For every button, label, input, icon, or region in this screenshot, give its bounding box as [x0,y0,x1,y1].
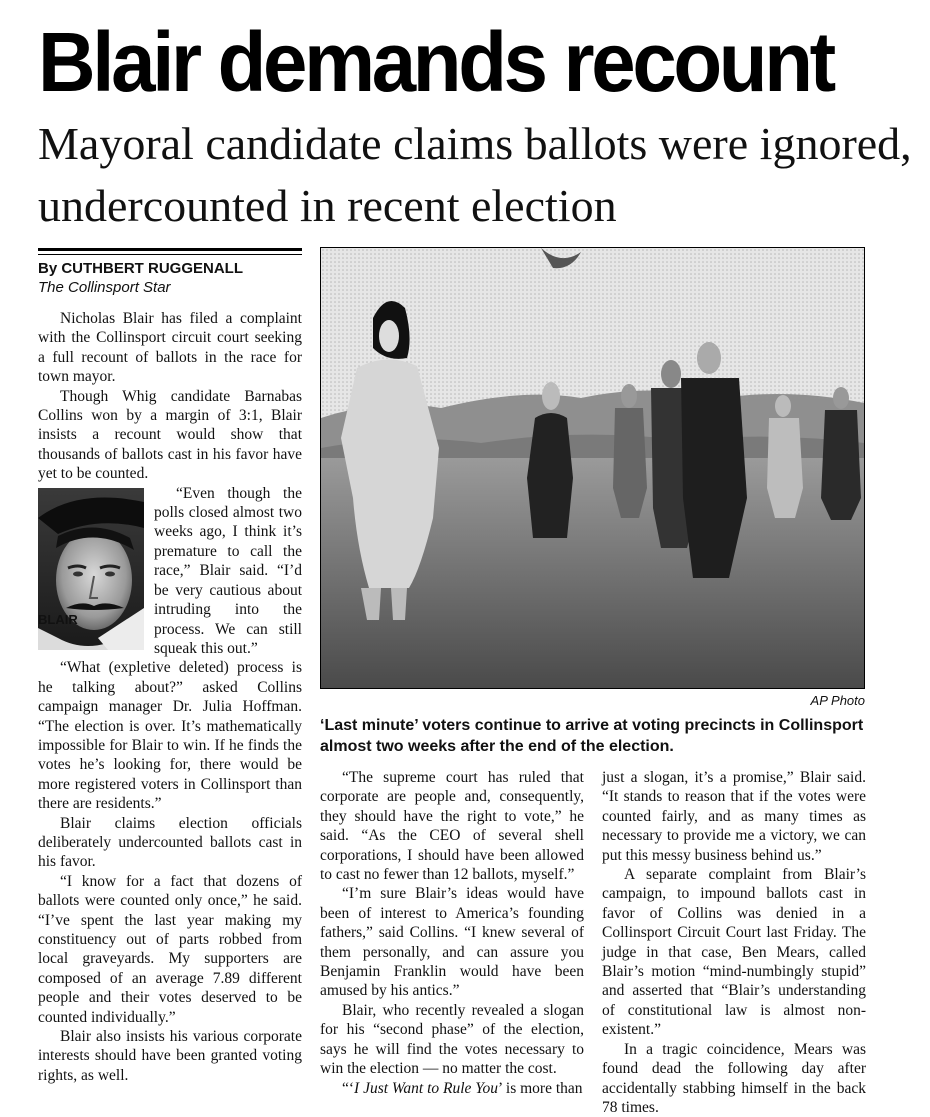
subheadline: Mayoral candidate claims ballots were ignored, undercounted in recent election [38,118,912,231]
byline [38,259,308,297]
photo-credit: AP Photo [810,693,865,708]
paragraph: “I know for a fact that dozens of ballots were counted only once,” he said. “I’ve spent the last year making my constituency out of parts robbed from local graveyards. My supporters are composed of an average 7.89 different people and their votes deserved to be counted individually.” [38,872,302,1026]
quote-rest: ’ is more than [498,1079,583,1097]
paragraph: just a slogan, it’s a promise,” Blair said. “It stands to reason that if the votes were counted fairly, and as many times as necessary to provide me a victory, we can put this messy business behind us.” [602,769,866,864]
photo-image [321,248,864,688]
paragraph: Though Whig candidate Barnabas Collins won by a margin of 3:1, Blair insists a recount would show that thousands of ballots cast in his favor have yet to be counted. [38,387,302,483]
byline-publication: The Collinsport Star [38,279,171,296]
paragraph: Nicholas Blair has filed a complaint with the Collinsport circuit court seeking a full recount of ballots in the race for town mayor. [38,310,302,386]
paragraph: “What (expletive deleted) process is he talking about?” asked Collins campaign manager Dr. Julia Hoffman. “The election is over. It’s mathematically impossible for Blair to win. If he finds the votes he’s looking for, there would be more registered voters in Collinsport than there are residents.” [38,659,302,813]
byline-author: By CUTHBERT RUGGENALL [38,260,243,277]
paragraph: “Even though the polls closed almost two weeks ago, I think it’s premature to call the race,” Blair said. “I’d be very cautious about intruding into the process. We can still squeak this out.” [154,484,302,657]
mugshot-caption: BLAIR [38,612,78,627]
byline-rule-thin [38,254,302,255]
photo-caption: ‘Last minute’ voters continue to arrive at voting precincts in Collinsport almost two weeks after the end of the election. [320,717,864,755]
byline-rule-thick [38,248,302,251]
zombie-voters-photo [320,247,865,689]
article-column-3 [602,768,866,1117]
quote-open: “‘ [342,1079,355,1097]
article-column-1 [38,309,302,1085]
article-column-2 [320,768,584,1098]
paragraph: Blair, who recently revealed a slogan for his “second phase” of the election, says he will find the votes necessary to win the election — no matter the cost. [320,1001,584,1078]
paragraph: “I’m sure Blair’s ideas would have been of interest to America’s founding fathers,” said Collins. “I knew several of them personally, and can assure you Benjamin Franklin would have been amused by his antics.” [320,885,584,1000]
paragraph [320,1079,584,1098]
paragraph: “The supreme court has ruled that corporate are people and, consequently, they should have the right to vote,” he said. “As the CEO of several shell corporations, I should have been allowed to cast no fewer than 12 ballots, myself.” [320,769,584,884]
headline: Blair demands recount [38,15,833,109]
paragraph: A separate complaint from Blair’s campaign, to impound ballots cast in favor of Collins was denied in a Collinsport Circuit Court last Friday. The judge in that case, Ben Mears, called Blair’s motion “mind-numbingly stupid” and asserted that “Blair’s understanding of constitutional law is almost non-existent.” [602,866,866,1039]
slogan: I Just Want to Rule You [354,1079,499,1097]
paragraph: Blair also insists his various corporate interests should have been granted voting rights, as well. [38,1028,302,1084]
paragraph: In a tragic coincidence, Mears was found dead the following day after accidentally stabbing himself in the back 78 times. [602,1040,866,1116]
paragraph: Blair claims election officials deliberately undercounted ballots cast in his favor. [38,814,302,871]
